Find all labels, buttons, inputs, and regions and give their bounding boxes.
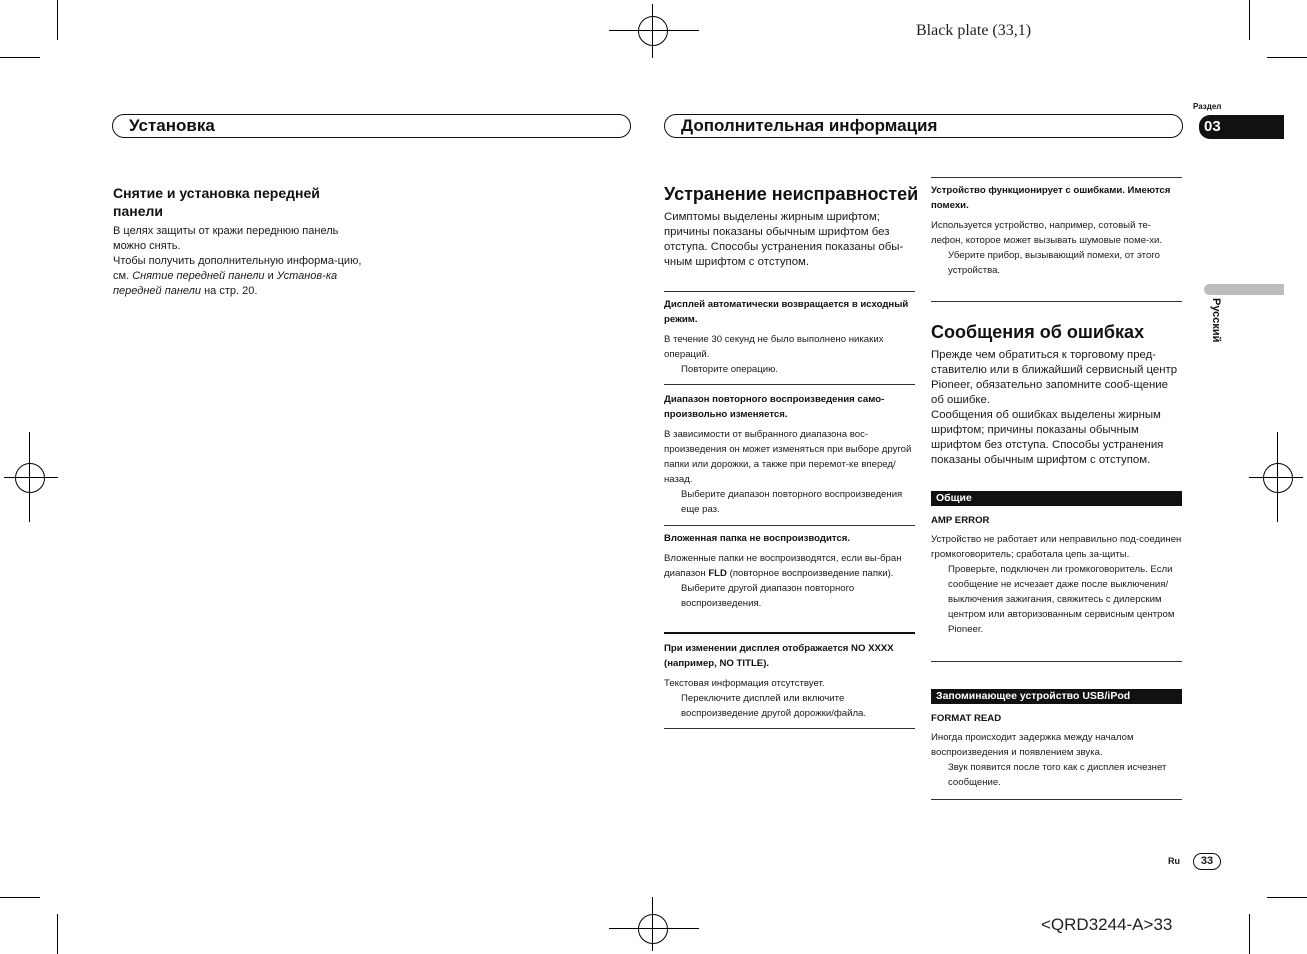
error-code: AMP ERROR — [931, 515, 990, 526]
cause: Устройство не работает или неправильно под-соединен громкоговоритель; сработала цепь за-щиты. — [931, 534, 1182, 560]
cause: Текстовая информация отсутствует. — [664, 678, 825, 689]
right-section-title: Дополнительная информация — [664, 114, 1183, 138]
remedy: Повторите операцию. — [681, 364, 778, 375]
section-number-tab: 03 — [1199, 115, 1284, 139]
trouble-item — [664, 297, 915, 377]
language-tab — [1204, 284, 1284, 295]
section-label: Раздел — [1193, 102, 1222, 111]
document-code: <QRD3244-A>33 — [1041, 915, 1173, 934]
remedy: Переключите дисплей или включите воспроизведение другой дорожки/файла. — [681, 693, 867, 719]
trouble-item — [664, 531, 915, 611]
registration-mark-icon — [638, 16, 668, 46]
error-code: FORMAT READ — [931, 713, 1002, 724]
errors-intro — [931, 348, 1183, 468]
error-item — [931, 513, 1182, 637]
remedy: Выберите диапазон повторного воспроизведения еще раз. — [681, 489, 903, 515]
plate-label: Black plate (33,1) — [916, 22, 1032, 39]
symptom: Вложенная папка не воспроизводится. — [664, 533, 851, 544]
page-number: 33 — [1193, 853, 1221, 870]
front-panel-p2: Чтобы получить дополнительную информа-цию, см. Снятие передней панели и Установ-ка передней панели на стр. 20. — [113, 255, 362, 297]
errors-intro-1: Прежде чем обратиться к торговому пред-ставителю или в ближайший сервисный центр Pioneer, обязательно запомните сооб-щение об ошибке. — [931, 349, 1178, 406]
link-remove-panel: Снятие передней панели — [132, 270, 265, 282]
group-bar-usb: Запоминающее устройство USB/iPod — [931, 689, 1182, 704]
remedy: Уберите прибор, вызывающий помехи, от этого устройства. — [948, 250, 1160, 276]
registration-mark-icon — [1263, 463, 1293, 493]
trouble-item — [931, 183, 1182, 278]
error-item — [931, 711, 1182, 790]
cause: Вложенные папки не воспроизводятся, если вы-бран диапазон FLD (повторное воспроизведение папки). — [664, 553, 902, 579]
language-label: Русский — [1210, 298, 1222, 343]
remedy: Выберите другой диапазон повторного воспроизведения. — [681, 583, 855, 609]
trouble-item — [664, 641, 915, 721]
cause: Используется устройство, например, сотовый те-лефон, которое может вызывать шумовые поме-хи. — [931, 220, 1163, 246]
troubleshooting-heading: Устранение неисправностей — [664, 184, 919, 204]
errors-intro-2: Сообщения об ошибках выделены жирным шрифтом; причины показаны обычным шрифтом без отступа. Способы устранения показаны обычным шрифтом с отступом. — [931, 409, 1164, 466]
remedy: Проверьте, подключен ли громкоговоритель. Если сообщение не исчезает даже после выключения/выключения зажигания, свяжитесь с дилерским центром или авторизованным сервисным центром Pioneer. — [948, 564, 1175, 635]
symptom: При изменении дисплея отображается NO XXXX (например, NO TITLE). — [664, 643, 894, 669]
trouble-item — [664, 392, 915, 517]
troubleshooting-intro: Симптомы выделены жирным шрифтом; причины показаны обычным шрифтом без отступа. Способы устранения показаны обы-чным шрифтом с отступом. — [664, 211, 904, 268]
remedy: Звук появится после того как с дисплея исчезнет сообщение. — [948, 762, 1167, 788]
symptom: Дисплей автоматически возвращается в исходный режим. — [664, 299, 909, 325]
left-section-title: Установка — [112, 114, 631, 138]
registration-mark-icon — [638, 914, 668, 944]
registration-mark-icon — [15, 463, 45, 493]
group-bar-general: Общие — [931, 491, 1182, 506]
cause: Иногда происходит задержка между началом воспроизведения и появлением звука. — [931, 732, 1134, 758]
language-code: Ru — [1168, 856, 1180, 866]
symptom: Устройство функционирует с ошибками. Имеются помехи. — [931, 185, 1171, 211]
symptom: Диапазон повторного воспроизведения само-произвольно изменяется. — [664, 394, 885, 420]
front-panel-heading: Снятие и установка передней панели — [113, 185, 320, 219]
front-panel-p1: В целях защиты от кражи переднюю панель можно снять. — [113, 225, 339, 252]
errors-heading: Сообщения об ошибках — [931, 322, 1145, 342]
cause: В течение 30 секунд не было выполнено никаких операций. — [664, 334, 884, 360]
link-install-panel: Установ-ка передней панели — [113, 270, 338, 297]
front-panel-section — [113, 184, 373, 299]
cause: В зависимости от выбранного диапазона вос-произведения он может изменяться при выборе другой папки или дорожки, а также при перемот-ке вперед/назад. — [664, 429, 912, 485]
